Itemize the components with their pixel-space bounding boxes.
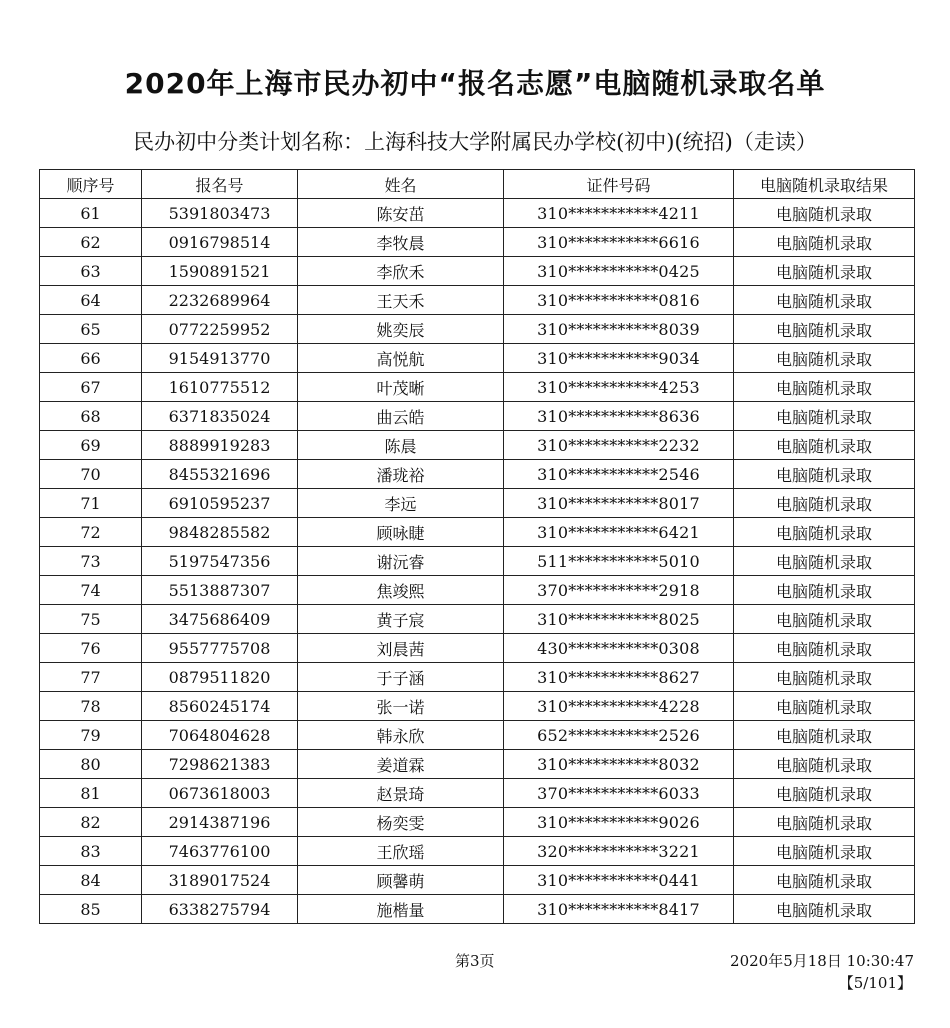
cell-application-number: 8455321696: [142, 460, 298, 489]
column-header-id-number: 证件号码: [504, 170, 734, 199]
cell-id-number: 370***********2918: [504, 576, 734, 605]
cell-id-number: 310***********2546: [504, 460, 734, 489]
cell-id-number: 511***********5010: [504, 547, 734, 576]
cell-result: 电脑随机录取: [734, 721, 915, 750]
cell-name: 李牧晨: [298, 228, 504, 257]
cell-result: 电脑随机录取: [734, 315, 915, 344]
table-row: [40, 837, 915, 866]
cell-result: 电脑随机录取: [734, 402, 915, 431]
cell-sequence: 78: [40, 692, 142, 721]
cell-sequence: 81: [40, 779, 142, 808]
table-row: [40, 228, 915, 257]
cell-id-number: 310***********8417: [504, 895, 734, 924]
cell-application-number: 5391803473: [142, 199, 298, 228]
cell-name: 顾馨萌: [298, 866, 504, 895]
cell-result: 电脑随机录取: [734, 634, 915, 663]
cell-name: 顾咏睫: [298, 518, 504, 547]
cell-sequence: 82: [40, 808, 142, 837]
cell-result: 电脑随机录取: [734, 866, 915, 895]
print-timestamp: 2020年5月18日 10:30:47: [730, 952, 914, 970]
cell-application-number: 9848285582: [142, 518, 298, 547]
cell-name: 叶茂晰: [298, 373, 504, 402]
cell-id-number: 310***********8017: [504, 489, 734, 518]
cell-result: 电脑随机录取: [734, 373, 915, 402]
column-header-application-number: 报名号: [142, 170, 298, 199]
cell-application-number: 3189017524: [142, 866, 298, 895]
cell-application-number: 6338275794: [142, 895, 298, 924]
cell-result: 电脑随机录取: [734, 808, 915, 837]
cell-name: 曲云皓: [298, 402, 504, 431]
table-row: [40, 315, 915, 344]
table-row: [40, 750, 915, 779]
cell-application-number: 2232689964: [142, 286, 298, 315]
cell-sequence: 61: [40, 199, 142, 228]
cell-application-number: 6910595237: [142, 489, 298, 518]
cell-sequence: 74: [40, 576, 142, 605]
table-row: [40, 895, 915, 924]
cell-sequence: 84: [40, 866, 142, 895]
cell-result: 电脑随机录取: [734, 489, 915, 518]
cell-name: 姜道霖: [298, 750, 504, 779]
cell-application-number: 0879511820: [142, 663, 298, 692]
cell-id-number: 310***********4211: [504, 199, 734, 228]
cell-result: 电脑随机录取: [734, 199, 915, 228]
cell-sequence: 83: [40, 837, 142, 866]
cell-sequence: 76: [40, 634, 142, 663]
cell-name: 姚奕辰: [298, 315, 504, 344]
cell-sequence: 71: [40, 489, 142, 518]
table-header-row: [40, 170, 915, 199]
cell-name: 李远: [298, 489, 504, 518]
cell-name: 谢沅睿: [298, 547, 504, 576]
table-body: [40, 199, 915, 924]
cell-result: 电脑随机录取: [734, 344, 915, 373]
cell-id-number: 310***********8025: [504, 605, 734, 634]
cell-result: 电脑随机录取: [734, 895, 915, 924]
cell-sequence: 79: [40, 721, 142, 750]
cell-name: 于子涵: [298, 663, 504, 692]
cell-sequence: 66: [40, 344, 142, 373]
cell-id-number: 652***********2526: [504, 721, 734, 750]
table-row: [40, 576, 915, 605]
table-row: [40, 779, 915, 808]
cell-name: 刘晨茜: [298, 634, 504, 663]
admission-table: [39, 169, 915, 924]
cell-sequence: 77: [40, 663, 142, 692]
cell-application-number: 9557775708: [142, 634, 298, 663]
cell-application-number: 7298621383: [142, 750, 298, 779]
cell-application-number: 8560245174: [142, 692, 298, 721]
cell-result: 电脑随机录取: [734, 692, 915, 721]
cell-id-number: 310***********6616: [504, 228, 734, 257]
cell-application-number: 3475686409: [142, 605, 298, 634]
cell-sequence: 62: [40, 228, 142, 257]
cell-application-number: 9154913770: [142, 344, 298, 373]
cell-result: 电脑随机录取: [734, 518, 915, 547]
cell-application-number: 0673618003: [142, 779, 298, 808]
cell-result: 电脑随机录取: [734, 605, 915, 634]
table-row: [40, 431, 915, 460]
cell-name: 焦竣熙: [298, 576, 504, 605]
cell-id-number: 320***********3221: [504, 837, 734, 866]
cell-application-number: 0772259952: [142, 315, 298, 344]
cell-id-number: 310***********8636: [504, 402, 734, 431]
cell-result: 电脑随机录取: [734, 431, 915, 460]
cell-sequence: 65: [40, 315, 142, 344]
cell-sequence: 75: [40, 605, 142, 634]
cell-application-number: 5513887307: [142, 576, 298, 605]
cell-id-number: 310***********8032: [504, 750, 734, 779]
cell-name: 陈安茁: [298, 199, 504, 228]
column-header-result: 电脑随机录取结果: [734, 170, 915, 199]
cell-id-number: 310***********0441: [504, 866, 734, 895]
document-subtitle: 民办初中分类计划名称：上海科技大学附属民办学校(初中)(统招)（走读）: [133, 130, 817, 154]
cell-application-number: 2914387196: [142, 808, 298, 837]
cell-result: 电脑随机录取: [734, 576, 915, 605]
table-row: [40, 547, 915, 576]
cell-result: 电脑随机录取: [734, 257, 915, 286]
cell-sequence: 68: [40, 402, 142, 431]
cell-name: 王欣瑶: [298, 837, 504, 866]
cell-sequence: 69: [40, 431, 142, 460]
cell-sequence: 80: [40, 750, 142, 779]
cell-result: 电脑随机录取: [734, 228, 915, 257]
cell-sequence: 64: [40, 286, 142, 315]
cell-application-number: 5197547356: [142, 547, 298, 576]
cell-result: 电脑随机录取: [734, 750, 915, 779]
page-number: 第3页: [455, 952, 495, 970]
cell-sequence: 70: [40, 460, 142, 489]
cell-id-number: 310***********4228: [504, 692, 734, 721]
cell-sequence: 85: [40, 895, 142, 924]
cell-name: 杨奕雯: [298, 808, 504, 837]
cell-sequence: 72: [40, 518, 142, 547]
cell-result: 电脑随机录取: [734, 460, 915, 489]
cell-name: 李欣禾: [298, 257, 504, 286]
table-row: [40, 199, 915, 228]
cell-name: 韩永欣: [298, 721, 504, 750]
table-row: [40, 286, 915, 315]
table-row: [40, 692, 915, 721]
cell-name: 王天禾: [298, 286, 504, 315]
cell-name: 赵景琦: [298, 779, 504, 808]
cell-result: 电脑随机录取: [734, 286, 915, 315]
cell-name: 高悦航: [298, 344, 504, 373]
cell-application-number: 7463776100: [142, 837, 298, 866]
cell-result: 电脑随机录取: [734, 547, 915, 576]
table-row: [40, 605, 915, 634]
cell-id-number: 310***********4253: [504, 373, 734, 402]
cell-result: 电脑随机录取: [734, 779, 915, 808]
table-row: [40, 460, 915, 489]
cell-name: 潘珑裕: [298, 460, 504, 489]
cell-id-number: 310***********8039: [504, 315, 734, 344]
table-row: [40, 489, 915, 518]
table-row: [40, 373, 915, 402]
cell-id-number: 310***********9034: [504, 344, 734, 373]
cell-id-number: 310***********6421: [504, 518, 734, 547]
cell-id-number: 310***********8627: [504, 663, 734, 692]
table-row: [40, 721, 915, 750]
cell-id-number: 370***********6033: [504, 779, 734, 808]
table-row: [40, 663, 915, 692]
table-row: [40, 518, 915, 547]
cell-application-number: 1590891521: [142, 257, 298, 286]
cell-id-number: 310***********0816: [504, 286, 734, 315]
cell-name: 施楷量: [298, 895, 504, 924]
table-row: [40, 808, 915, 837]
cell-id-number: 310***********0425: [504, 257, 734, 286]
table-row: [40, 257, 915, 286]
table-header: [40, 170, 915, 199]
cell-id-number: 310***********2232: [504, 431, 734, 460]
column-header-sequence: 顺序号: [40, 170, 142, 199]
cell-application-number: 1610775512: [142, 373, 298, 402]
cell-name: 黄子宸: [298, 605, 504, 634]
cell-sequence: 73: [40, 547, 142, 576]
table-row: [40, 402, 915, 431]
cell-id-number: 430***********0308: [504, 634, 734, 663]
cell-name: 张一诺: [298, 692, 504, 721]
cell-result: 电脑随机录取: [734, 837, 915, 866]
table-row: [40, 866, 915, 895]
cell-application-number: 7064804628: [142, 721, 298, 750]
cell-application-number: 6371835024: [142, 402, 298, 431]
cell-result: 电脑随机录取: [734, 663, 915, 692]
table-row: [40, 634, 915, 663]
cell-name: 陈晨: [298, 431, 504, 460]
cell-application-number: 0916798514: [142, 228, 298, 257]
column-header-name: 姓名: [298, 170, 504, 199]
cell-id-number: 310***********9026: [504, 808, 734, 837]
cell-sequence: 67: [40, 373, 142, 402]
table-row: [40, 344, 915, 373]
cell-application-number: 8889919283: [142, 431, 298, 460]
cell-sequence: 63: [40, 257, 142, 286]
sheet-index: 【5/101】: [838, 974, 912, 992]
document-title: 2020年上海市民办初中“报名志愿”电脑随机录取名单: [124, 67, 826, 100]
